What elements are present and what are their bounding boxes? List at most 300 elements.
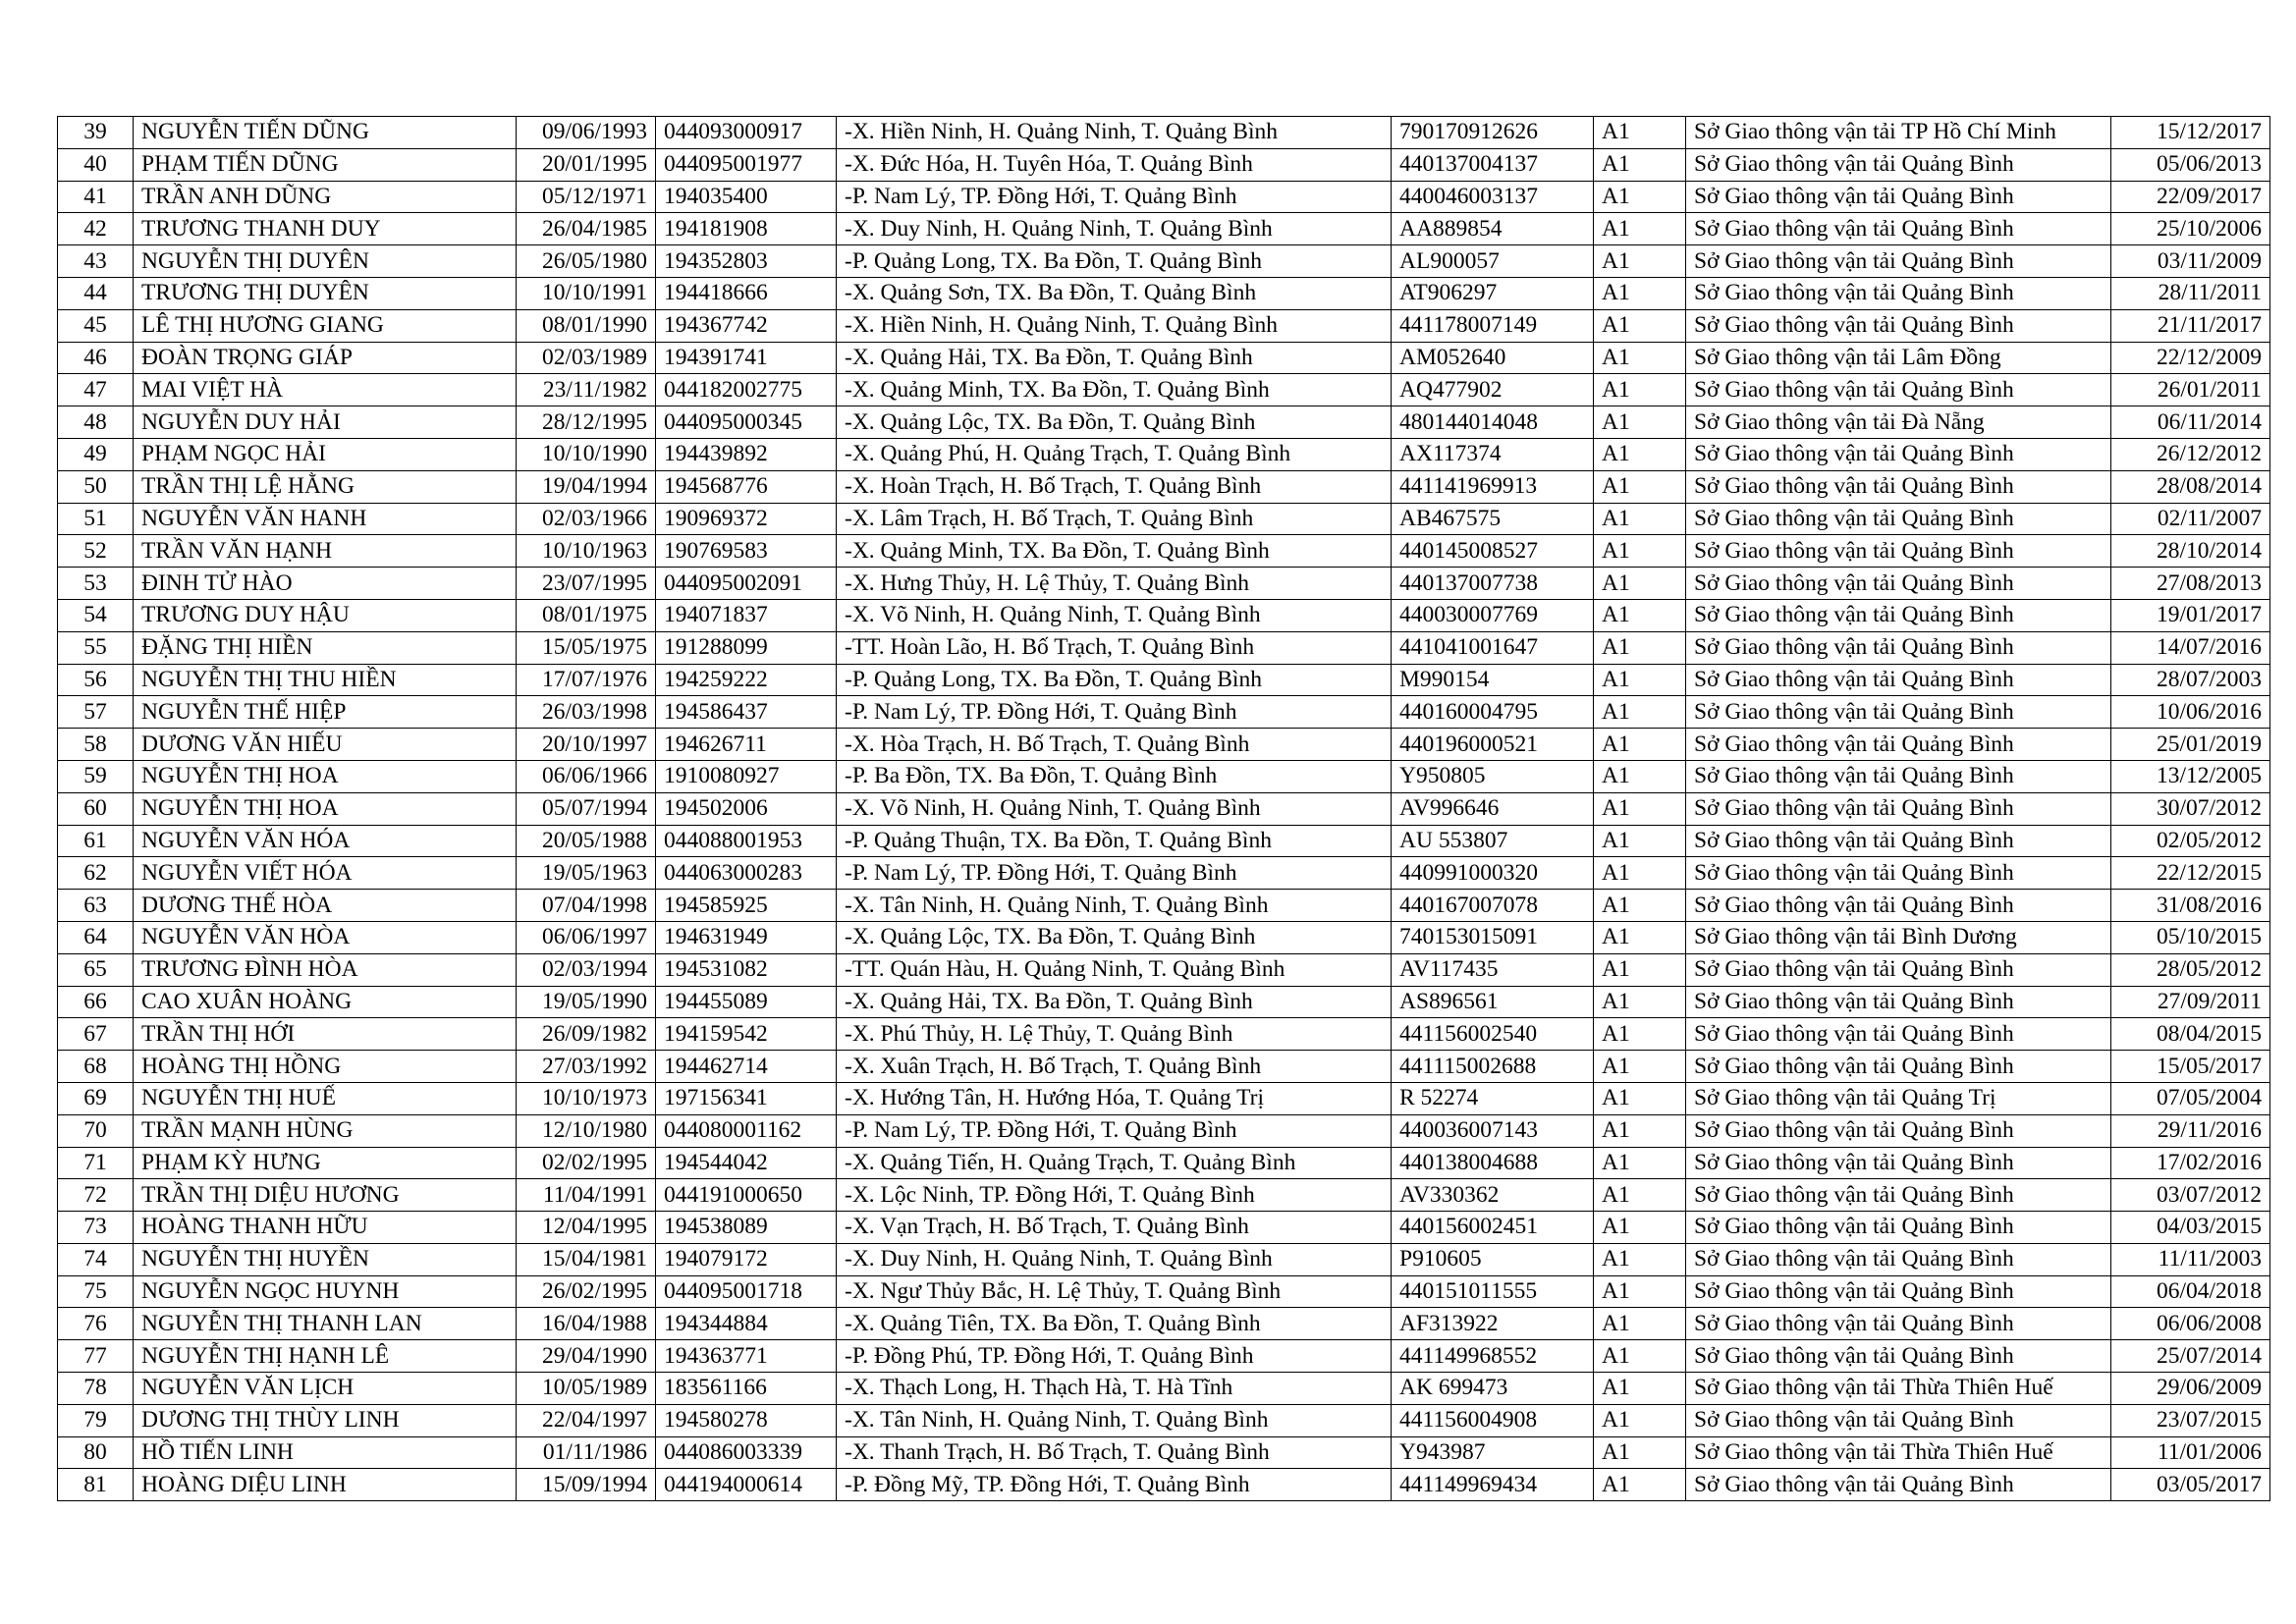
license-class-cell: A1: [1594, 535, 1686, 568]
license-number-cell: 440137007738: [1392, 568, 1594, 600]
table-row: [58, 921, 2270, 953]
license-class-cell: A1: [1594, 825, 1686, 857]
issuing-authority-cell: Sở Giao thông vận tải Thừa Thiên Huế: [1686, 1373, 2111, 1405]
issuing-authority-cell: Sở Giao thông vận tải Quảng Bình: [1686, 503, 2111, 535]
issue-date-cell: 06/06/2008: [2111, 1308, 2270, 1340]
id-number-cell: 194352803: [656, 245, 837, 278]
full-name-cell: NGUYỄN THỊ THANH LAN: [134, 1308, 517, 1340]
issuing-authority-cell: Sở Giao thông vận tải Quảng Bình: [1686, 825, 2111, 857]
issuing-authority-cell: Sở Giao thông vận tải Quảng Bình: [1686, 696, 2111, 729]
table-row: [58, 599, 2270, 631]
issuing-authority-cell: Sở Giao thông vận tải Quảng Bình: [1686, 760, 2111, 792]
license-class-cell: A1: [1594, 1082, 1686, 1114]
issue-date-cell: 28/08/2014: [2111, 470, 2270, 503]
address-cell: -X. Duy Ninh, H. Quảng Ninh, T. Quảng Bình: [837, 213, 1392, 245]
table-row: [58, 696, 2270, 729]
full-name-cell: DƯƠNG THẾ HÒA: [134, 890, 517, 922]
date-of-birth-cell: 01/11/1986: [517, 1436, 656, 1469]
address-cell: -X. Quảng Minh, TX. Ba Đồn, T. Quảng Bình: [837, 374, 1392, 406]
license-class-cell: A1: [1594, 890, 1686, 922]
table-row: [58, 148, 2270, 181]
table-row: [58, 1373, 2270, 1405]
table-row: [58, 1114, 2270, 1147]
row-number-cell: 43: [58, 245, 134, 278]
date-of-birth-cell: 26/02/1995: [517, 1275, 656, 1308]
issuing-authority-cell: Sở Giao thông vận tải Quảng Bình: [1686, 729, 2111, 761]
license-class-cell: A1: [1594, 1147, 1686, 1179]
license-number-cell: 480144014048: [1392, 406, 1594, 439]
license-number-cell: 441149968552: [1392, 1340, 1594, 1373]
id-number-cell: 194455089: [656, 986, 837, 1018]
id-number-cell: 194544042: [656, 1147, 837, 1179]
table-row: [58, 1243, 2270, 1275]
license-number-cell: Y943987: [1392, 1436, 1594, 1469]
license-number-cell: AU 553807: [1392, 825, 1594, 857]
address-cell: -TT. Quán Hàu, H. Quảng Ninh, T. Quảng Bình: [837, 953, 1392, 986]
row-number-cell: 68: [58, 1051, 134, 1083]
issue-date-cell: 29/11/2016: [2111, 1114, 2270, 1147]
date-of-birth-cell: 05/07/1994: [517, 792, 656, 825]
id-number-cell: 194626711: [656, 729, 837, 761]
issuing-authority-cell: Sở Giao thông vận tải Quảng Bình: [1686, 857, 2111, 890]
row-number-cell: 55: [58, 631, 134, 664]
license-class-cell: A1: [1594, 470, 1686, 503]
table-row: [58, 760, 2270, 792]
license-class-cell: A1: [1594, 986, 1686, 1018]
issuing-authority-cell: Sở Giao thông vận tải Quảng Bình: [1686, 1147, 2111, 1179]
full-name-cell: NGUYỄN TIẾN DŨNG: [134, 117, 517, 149]
license-number-cell: 440137004137: [1392, 148, 1594, 181]
address-cell: -X. Quảng Hải, TX. Ba Đồn, T. Quảng Bình: [837, 342, 1392, 374]
address-cell: -X. Quảng Phú, H. Quảng Trạch, T. Quảng Bình: [837, 438, 1392, 470]
issuing-authority-cell: Sở Giao thông vận tải Quảng Bình: [1686, 470, 2111, 503]
address-cell: -P. Quảng Thuận, TX. Ba Đồn, T. Quảng Bình: [837, 825, 1392, 857]
issue-date-cell: 25/07/2014: [2111, 1340, 2270, 1373]
license-class-cell: A1: [1594, 406, 1686, 439]
issue-date-cell: 30/07/2012: [2111, 792, 2270, 825]
table-row: [58, 1436, 2270, 1469]
issue-date-cell: 06/11/2014: [2111, 406, 2270, 439]
date-of-birth-cell: 10/10/1990: [517, 438, 656, 470]
row-number-cell: 62: [58, 857, 134, 890]
license-class-cell: A1: [1594, 1469, 1686, 1501]
issue-date-cell: 03/07/2012: [2111, 1179, 2270, 1212]
full-name-cell: TRƯƠNG THỊ DUYÊN: [134, 277, 517, 309]
address-cell: -X. Quảng Tiến, H. Quảng Trạch, T. Quảng Bình: [837, 1147, 1392, 1179]
date-of-birth-cell: 06/06/1966: [517, 760, 656, 792]
id-number-cell: 194035400: [656, 181, 837, 213]
issue-date-cell: 03/11/2009: [2111, 245, 2270, 278]
license-list-table: [57, 116, 2270, 1501]
license-class-cell: A1: [1594, 1051, 1686, 1083]
address-cell: -X. Xuân Trạch, H. Bố Trạch, T. Quảng Bình: [837, 1051, 1392, 1083]
id-number-cell: 194181908: [656, 213, 837, 245]
id-number-cell: 197156341: [656, 1082, 837, 1114]
issuing-authority-cell: Sở Giao thông vận tải Quảng Bình: [1686, 953, 2111, 986]
full-name-cell: NGUYỄN THỊ HUẾ: [134, 1082, 517, 1114]
issuing-authority-cell: Sở Giao thông vận tải Quảng Bình: [1686, 1212, 2111, 1244]
license-number-cell: 440046003137: [1392, 181, 1594, 213]
table-row: [58, 277, 2270, 309]
date-of-birth-cell: 23/07/1995: [517, 568, 656, 600]
full-name-cell: TRẦN THỊ HỚI: [134, 1018, 517, 1051]
issue-date-cell: 05/10/2015: [2111, 921, 2270, 953]
full-name-cell: NGUYỄN THỊ HOA: [134, 792, 517, 825]
address-cell: -TT. Hoàn Lão, H. Bố Trạch, T. Quảng Bình: [837, 631, 1392, 664]
issue-date-cell: 27/08/2013: [2111, 568, 2270, 600]
id-number-cell: 044095001977: [656, 148, 837, 181]
license-class-cell: A1: [1594, 599, 1686, 631]
table-row: [58, 568, 2270, 600]
full-name-cell: PHẠM TIẾN DŨNG: [134, 148, 517, 181]
table-row: [58, 1051, 2270, 1083]
date-of-birth-cell: 07/04/1998: [517, 890, 656, 922]
table-row: [58, 213, 2270, 245]
issue-date-cell: 06/04/2018: [2111, 1275, 2270, 1308]
row-number-cell: 67: [58, 1018, 134, 1051]
issue-date-cell: 15/12/2017: [2111, 117, 2270, 149]
address-cell: -X. Đức Hóa, H. Tuyên Hóa, T. Quảng Bình: [837, 148, 1392, 181]
full-name-cell: TRẦN VĂN HẠNH: [134, 535, 517, 568]
id-number-cell: 183561166: [656, 1373, 837, 1405]
row-number-cell: 77: [58, 1340, 134, 1373]
issue-date-cell: 26/12/2012: [2111, 438, 2270, 470]
license-number-cell: 440991000320: [1392, 857, 1594, 890]
id-number-cell: 194462714: [656, 1051, 837, 1083]
issuing-authority-cell: Sở Giao thông vận tải Lâm Đồng: [1686, 342, 2111, 374]
issuing-authority-cell: Sở Giao thông vận tải Quảng Bình: [1686, 1051, 2111, 1083]
table-row: [58, 792, 2270, 825]
license-number-cell: 441141969913: [1392, 470, 1594, 503]
id-number-cell: 194439892: [656, 438, 837, 470]
id-number-cell: 190769583: [656, 535, 837, 568]
license-number-cell: P910605: [1392, 1243, 1594, 1275]
license-number-cell: 440030007769: [1392, 599, 1594, 631]
table-row: [58, 117, 2270, 149]
table-row: [58, 1179, 2270, 1212]
table-row: [58, 664, 2270, 696]
row-number-cell: 65: [58, 953, 134, 986]
license-number-cell: AB467575: [1392, 503, 1594, 535]
issuing-authority-cell: Sở Giao thông vận tải Quảng Bình: [1686, 438, 2111, 470]
id-number-cell: 044086003339: [656, 1436, 837, 1469]
table-row: [58, 1147, 2270, 1179]
issuing-authority-cell: Sở Giao thông vận tải Quảng Bình: [1686, 309, 2111, 342]
row-number-cell: 69: [58, 1082, 134, 1114]
date-of-birth-cell: 26/05/1980: [517, 245, 656, 278]
id-number-cell: 194531082: [656, 953, 837, 986]
issuing-authority-cell: Sở Giao thông vận tải Quảng Bình: [1686, 1404, 2111, 1436]
address-cell: -X. Quảng Lộc, TX. Ba Đồn, T. Quảng Bình: [837, 406, 1392, 439]
full-name-cell: TRẦN THỊ LỆ HẰNG: [134, 470, 517, 503]
id-number-cell: 044095002091: [656, 568, 837, 600]
row-number-cell: 48: [58, 406, 134, 439]
issue-date-cell: 22/12/2009: [2111, 342, 2270, 374]
table-row: [58, 503, 2270, 535]
issuing-authority-cell: Sở Giao thông vận tải Quảng Bình: [1686, 277, 2111, 309]
full-name-cell: NGUYỄN DUY HẢI: [134, 406, 517, 439]
issue-date-cell: 02/05/2012: [2111, 825, 2270, 857]
license-number-cell: 441115002688: [1392, 1051, 1594, 1083]
address-cell: -X. Vạn Trạch, H. Bố Trạch, T. Quảng Bình: [837, 1212, 1392, 1244]
table-row: [58, 729, 2270, 761]
license-class-cell: A1: [1594, 1373, 1686, 1405]
row-number-cell: 39: [58, 117, 134, 149]
id-number-cell: 044191000650: [656, 1179, 837, 1212]
issue-date-cell: 17/02/2016: [2111, 1147, 2270, 1179]
license-number-cell: 441149969434: [1392, 1469, 1594, 1501]
issuing-authority-cell: Sở Giao thông vận tải Quảng Bình: [1686, 535, 2111, 568]
license-number-cell: AF313922: [1392, 1308, 1594, 1340]
issuing-authority-cell: Sở Giao thông vận tải Quảng Bình: [1686, 1179, 2111, 1212]
id-number-cell: 194631949: [656, 921, 837, 953]
row-number-cell: 58: [58, 729, 134, 761]
issuing-authority-cell: Sở Giao thông vận tải Quảng Bình: [1686, 1018, 2111, 1051]
table-body: [58, 117, 2270, 1501]
date-of-birth-cell: 22/04/1997: [517, 1404, 656, 1436]
id-number-cell: 194586437: [656, 696, 837, 729]
issuing-authority-cell: Sở Giao thông vận tải Quảng Bình: [1686, 1308, 2111, 1340]
license-class-cell: A1: [1594, 277, 1686, 309]
license-number-cell: 740153015091: [1392, 921, 1594, 953]
table-row: [58, 1082, 2270, 1114]
full-name-cell: TRẦN THỊ DIỆU HƯƠNG: [134, 1179, 517, 1212]
issue-date-cell: 11/01/2006: [2111, 1436, 2270, 1469]
address-cell: -X. Duy Ninh, H. Quảng Ninh, T. Quảng Bình: [837, 1243, 1392, 1275]
issue-date-cell: 03/05/2017: [2111, 1469, 2270, 1501]
id-number-cell: 194580278: [656, 1404, 837, 1436]
license-class-cell: A1: [1594, 1243, 1686, 1275]
table-row: [58, 986, 2270, 1018]
address-cell: -X. Lộc Ninh, TP. Đồng Hới, T. Quảng Bình: [837, 1179, 1392, 1212]
full-name-cell: HỒ TIẾN LINH: [134, 1436, 517, 1469]
address-cell: -X. Hòa Trạch, H. Bố Trạch, T. Quảng Bình: [837, 729, 1392, 761]
table-row: [58, 1308, 2270, 1340]
row-number-cell: 40: [58, 148, 134, 181]
address-cell: -X. Quảng Hải, TX. Ba Đồn, T. Quảng Bình: [837, 986, 1392, 1018]
issuing-authority-cell: Sở Giao thông vận tải Quảng Bình: [1686, 213, 2111, 245]
license-number-cell: AL900057: [1392, 245, 1594, 278]
full-name-cell: HOÀNG DIỆU LINH: [134, 1469, 517, 1501]
table-row: [58, 953, 2270, 986]
date-of-birth-cell: 28/12/1995: [517, 406, 656, 439]
id-number-cell: 194568776: [656, 470, 837, 503]
issuing-authority-cell: Sở Giao thông vận tải Quảng Bình: [1686, 1469, 2111, 1501]
row-number-cell: 61: [58, 825, 134, 857]
date-of-birth-cell: 26/09/1982: [517, 1018, 656, 1051]
date-of-birth-cell: 20/01/1995: [517, 148, 656, 181]
license-number-cell: Y950805: [1392, 760, 1594, 792]
table-row: [58, 342, 2270, 374]
row-number-cell: 75: [58, 1275, 134, 1308]
issue-date-cell: 27/09/2011: [2111, 986, 2270, 1018]
issuing-authority-cell: Sở Giao thông vận tải Quảng Bình: [1686, 181, 2111, 213]
row-number-cell: 51: [58, 503, 134, 535]
license-number-cell: 440196000521: [1392, 729, 1594, 761]
row-number-cell: 53: [58, 568, 134, 600]
row-number-cell: 54: [58, 599, 134, 631]
table-row: [58, 1018, 2270, 1051]
full-name-cell: TRƯƠNG DUY HẬU: [134, 599, 517, 631]
full-name-cell: HOÀNG THANH HỮU: [134, 1212, 517, 1244]
date-of-birth-cell: 02/02/1995: [517, 1147, 656, 1179]
table-row: [58, 1340, 2270, 1373]
row-number-cell: 78: [58, 1373, 134, 1405]
full-name-cell: NGUYỄN THỊ HOA: [134, 760, 517, 792]
id-number-cell: 194391741: [656, 342, 837, 374]
address-cell: -X. Quảng Sơn, TX. Ba Đồn, T. Quảng Bình: [837, 277, 1392, 309]
full-name-cell: DƯƠNG VĂN HIẾU: [134, 729, 517, 761]
issue-date-cell: 13/12/2005: [2111, 760, 2270, 792]
full-name-cell: ĐOÀN TRỌNG GIÁP: [134, 342, 517, 374]
license-number-cell: AT906297: [1392, 277, 1594, 309]
date-of-birth-cell: 08/01/1975: [517, 599, 656, 631]
issuing-authority-cell: Sở Giao thông vận tải Quảng Bình: [1686, 664, 2111, 696]
license-class-cell: A1: [1594, 213, 1686, 245]
id-number-cell: 194363771: [656, 1340, 837, 1373]
full-name-cell: NGUYỄN VĂN HÓA: [134, 825, 517, 857]
id-number-cell: 190969372: [656, 503, 837, 535]
row-number-cell: 49: [58, 438, 134, 470]
issue-date-cell: 25/01/2019: [2111, 729, 2270, 761]
issue-date-cell: 07/05/2004: [2111, 1082, 2270, 1114]
id-number-cell: 191288099: [656, 631, 837, 664]
license-number-cell: M990154: [1392, 664, 1594, 696]
license-class-cell: A1: [1594, 729, 1686, 761]
date-of-birth-cell: 15/05/1975: [517, 631, 656, 664]
id-number-cell: 194538089: [656, 1212, 837, 1244]
license-class-cell: A1: [1594, 631, 1686, 664]
row-number-cell: 46: [58, 342, 134, 374]
issue-date-cell: 28/10/2014: [2111, 535, 2270, 568]
id-number-cell: 194259222: [656, 664, 837, 696]
date-of-birth-cell: 26/03/1998: [517, 696, 656, 729]
license-class-cell: A1: [1594, 309, 1686, 342]
full-name-cell: NGUYỄN THỊ HUYỀN: [134, 1243, 517, 1275]
date-of-birth-cell: 12/04/1995: [517, 1212, 656, 1244]
date-of-birth-cell: 02/03/1989: [517, 342, 656, 374]
table-row: [58, 857, 2270, 890]
table-row: [58, 438, 2270, 470]
license-number-cell: AV117435: [1392, 953, 1594, 986]
date-of-birth-cell: 10/05/1989: [517, 1373, 656, 1405]
table-row: [58, 406, 2270, 439]
license-number-cell: AM052640: [1392, 342, 1594, 374]
license-number-cell: 440167007078: [1392, 890, 1594, 922]
issuing-authority-cell: Sở Giao thông vận tải Quảng Bình: [1686, 792, 2111, 825]
row-number-cell: 72: [58, 1179, 134, 1212]
issue-date-cell: 21/11/2017: [2111, 309, 2270, 342]
issuing-authority-cell: Sở Giao thông vận tải Quảng Bình: [1686, 1114, 2111, 1147]
row-number-cell: 74: [58, 1243, 134, 1275]
address-cell: -P. Quảng Long, TX. Ba Đồn, T. Quảng Bình: [837, 664, 1392, 696]
issuing-authority-cell: Sở Giao thông vận tải Quảng Bình: [1686, 1243, 2111, 1275]
license-number-cell: 440151011555: [1392, 1275, 1594, 1308]
address-cell: -X. Tân Ninh, H. Quảng Ninh, T. Quảng Bình: [837, 1404, 1392, 1436]
row-number-cell: 57: [58, 696, 134, 729]
license-class-cell: A1: [1594, 181, 1686, 213]
issue-date-cell: 22/09/2017: [2111, 181, 2270, 213]
full-name-cell: ĐINH TỬ HÀO: [134, 568, 517, 600]
issue-date-cell: 08/04/2015: [2111, 1018, 2270, 1051]
address-cell: -X. Hưng Thủy, H. Lệ Thủy, T. Quảng Bình: [837, 568, 1392, 600]
id-number-cell: 194367742: [656, 309, 837, 342]
date-of-birth-cell: 16/04/1988: [517, 1308, 656, 1340]
row-number-cell: 41: [58, 181, 134, 213]
date-of-birth-cell: 29/04/1990: [517, 1340, 656, 1373]
issue-date-cell: 02/11/2007: [2111, 503, 2270, 535]
license-number-cell: AX117374: [1392, 438, 1594, 470]
issue-date-cell: 04/03/2015: [2111, 1212, 2270, 1244]
id-number-cell: 044093000917: [656, 117, 837, 149]
id-number-cell: 044063000283: [656, 857, 837, 890]
date-of-birth-cell: 12/10/1980: [517, 1114, 656, 1147]
id-number-cell: 044080001162: [656, 1114, 837, 1147]
id-number-cell: 044194000614: [656, 1469, 837, 1501]
issuing-authority-cell: Sở Giao thông vận tải Quảng Bình: [1686, 148, 2111, 181]
license-class-cell: A1: [1594, 438, 1686, 470]
license-class-cell: A1: [1594, 760, 1686, 792]
license-class-cell: A1: [1594, 117, 1686, 149]
date-of-birth-cell: 23/11/1982: [517, 374, 656, 406]
address-cell: -X. Thạch Long, H. Thạch Hà, T. Hà Tĩnh: [837, 1373, 1392, 1405]
issuing-authority-cell: Sở Giao thông vận tải TP Hồ Chí Minh: [1686, 117, 2111, 149]
issue-date-cell: 11/11/2003: [2111, 1243, 2270, 1275]
issuing-authority-cell: Sở Giao thông vận tải Quảng Bình: [1686, 245, 2111, 278]
date-of-birth-cell: 06/06/1997: [517, 921, 656, 953]
address-cell: -P. Đồng Mỹ, TP. Đồng Hới, T. Quảng Bình: [837, 1469, 1392, 1501]
table-row: [58, 535, 2270, 568]
table-row: [58, 825, 2270, 857]
address-cell: -P. Ba Đồn, TX. Ba Đồn, T. Quảng Bình: [837, 760, 1392, 792]
date-of-birth-cell: 05/12/1971: [517, 181, 656, 213]
full-name-cell: TRẦN ANH DŨNG: [134, 181, 517, 213]
full-name-cell: TRẦN MẠNH HÙNG: [134, 1114, 517, 1147]
row-number-cell: 63: [58, 890, 134, 922]
id-number-cell: 194344884: [656, 1308, 837, 1340]
full-name-cell: NGUYỄN VĂN HÒA: [134, 921, 517, 953]
full-name-cell: NGUYỄN VĂN LỊCH: [134, 1373, 517, 1405]
row-number-cell: 59: [58, 760, 134, 792]
address-cell: -P. Nam Lý, TP. Đồng Hới, T. Quảng Bình: [837, 857, 1392, 890]
table-row: [58, 245, 2270, 278]
issuing-authority-cell: Sở Giao thông vận tải Thừa Thiên Huế: [1686, 1436, 2111, 1469]
license-number-cell: 441156002540: [1392, 1018, 1594, 1051]
address-cell: -P. Quảng Long, TX. Ba Đồn, T. Quảng Bình: [837, 245, 1392, 278]
date-of-birth-cell: 11/04/1991: [517, 1179, 656, 1212]
issue-date-cell: 19/01/2017: [2111, 599, 2270, 631]
row-number-cell: 45: [58, 309, 134, 342]
license-class-cell: A1: [1594, 696, 1686, 729]
issue-date-cell: 29/06/2009: [2111, 1373, 2270, 1405]
full-name-cell: NGUYỄN NGỌC HUYNH: [134, 1275, 517, 1308]
license-class-cell: A1: [1594, 921, 1686, 953]
license-class-cell: A1: [1594, 374, 1686, 406]
license-number-cell: AQ477902: [1392, 374, 1594, 406]
row-number-cell: 71: [58, 1147, 134, 1179]
table-row: [58, 1275, 2270, 1308]
date-of-birth-cell: 26/04/1985: [517, 213, 656, 245]
address-cell: -X. Quảng Tiên, TX. Ba Đồn, T. Quảng Bình: [837, 1308, 1392, 1340]
address-cell: -X. Võ Ninh, H. Quảng Ninh, T. Quảng Bình: [837, 792, 1392, 825]
full-name-cell: NGUYỄN THỊ DUYÊN: [134, 245, 517, 278]
issue-date-cell: 28/07/2003: [2111, 664, 2270, 696]
address-cell: -X. Phú Thủy, H. Lệ Thủy, T. Quảng Bình: [837, 1018, 1392, 1051]
issuing-authority-cell: Sở Giao thông vận tải Bình Dương: [1686, 921, 2111, 953]
full-name-cell: PHẠM KỲ HƯNG: [134, 1147, 517, 1179]
date-of-birth-cell: 10/10/1973: [517, 1082, 656, 1114]
license-number-cell: AV996646: [1392, 792, 1594, 825]
